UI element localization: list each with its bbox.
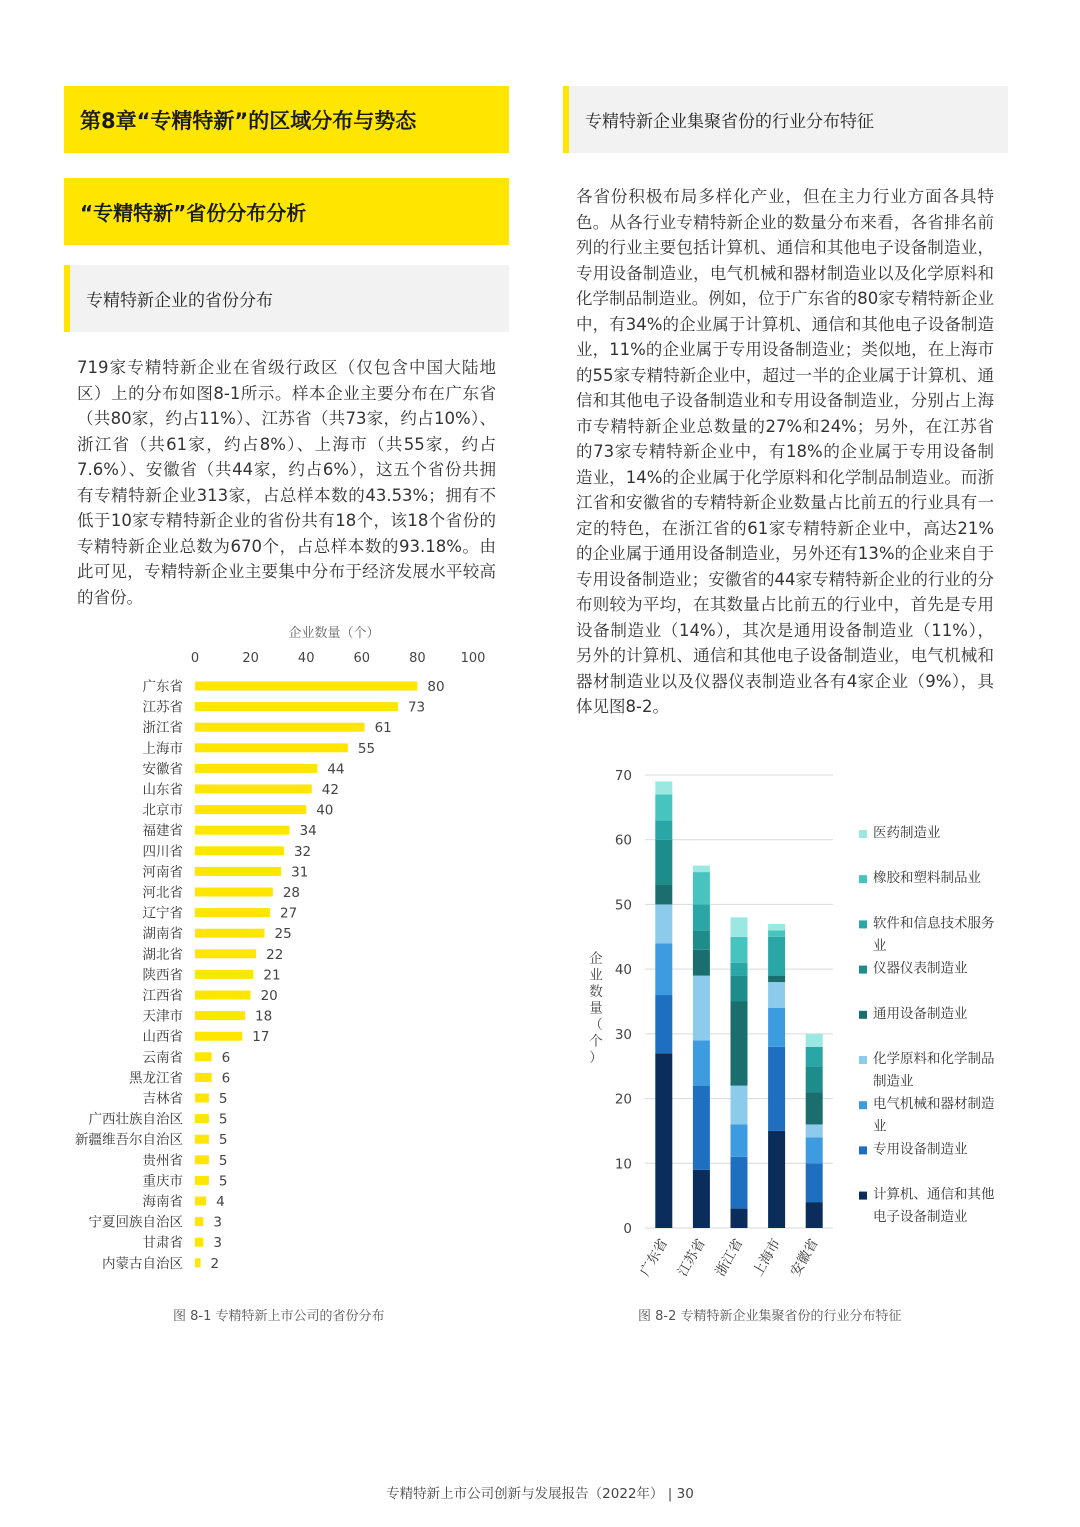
y-axis-title: 企业数量（个）: [589, 951, 603, 1066]
legend-swatch: [859, 1056, 867, 1064]
data-label: 18: [255, 1008, 273, 1025]
bar-北京市: [195, 805, 306, 814]
province-label: 江西省: [142, 988, 183, 1004]
bar-江苏省: [195, 702, 398, 711]
segment-专用设备制造业: [655, 995, 672, 1053]
x-axis-title: 企业数量（个）: [288, 626, 380, 641]
legend-swatch: [859, 830, 867, 838]
province-label: 湖南省: [142, 926, 183, 943]
data-label: 21: [263, 967, 281, 984]
bar-云南省: [195, 1052, 212, 1061]
data-label: 5: [218, 1173, 228, 1190]
data-label: 32: [293, 843, 312, 860]
segment-计算机、通信和其他电子设备制造业: [655, 1053, 672, 1228]
segment-电气机械和器材制造业: [693, 1040, 710, 1085]
legend-label: 软件和信息技术服务业: [873, 915, 995, 954]
bar-湖南省: [195, 929, 265, 938]
y-tick-label: 0: [623, 1221, 632, 1237]
legend-swatch: [859, 1011, 867, 1019]
segment-化学原料和化学制品制造业: [693, 976, 710, 1041]
segment-橡胶和塑料制品业: [768, 930, 785, 936]
segment-通用设备制造业: [655, 885, 672, 904]
data-label: 2: [210, 1255, 220, 1272]
y-tick-label: 60: [614, 832, 632, 849]
province-label: 贵州省: [142, 1152, 183, 1169]
category-label: 江苏省: [674, 1236, 709, 1280]
segment-专用设备制造业: [768, 1047, 785, 1131]
bar-福建省: [195, 826, 290, 835]
province-distribution-chart: [60, 615, 520, 1285]
province-label: 广西壮族自治区: [88, 1111, 183, 1128]
segment-通用设备制造业: [731, 1002, 748, 1086]
data-label: 17: [252, 1029, 270, 1046]
category-label: 广东省: [637, 1236, 672, 1280]
bar-四川省: [195, 846, 284, 855]
segment-仪器仪表制造业: [806, 1066, 823, 1092]
segment-橡胶和塑料制品业: [655, 794, 672, 820]
bar-陕西省: [195, 970, 253, 979]
legend-swatch: [859, 1101, 867, 1109]
province-label: 重庆市: [142, 1173, 183, 1190]
legend-swatch: [859, 1146, 867, 1154]
province-label: 北京市: [142, 802, 183, 819]
segment-化学原料和化学制品制造业: [768, 982, 785, 1008]
y-tick-label: 40: [614, 962, 632, 979]
data-label: 31: [291, 864, 309, 881]
segment-软件和信息技术服务业: [731, 963, 748, 976]
segment-电气机械和器材制造业: [768, 1008, 785, 1047]
legend-swatch: [859, 1192, 867, 1200]
bar-内蒙古自治区: [195, 1258, 201, 1267]
section-title: [64, 178, 509, 245]
bar-辽宁省: [195, 908, 270, 917]
x-tick-label: 20: [242, 651, 259, 666]
segment-仪器仪表制造业: [655, 840, 672, 885]
segment-软件和信息技术服务业: [768, 937, 785, 976]
segment-专用设备制造业: [693, 1086, 710, 1170]
segment-计算机、通信和其他电子设备制造业: [693, 1170, 710, 1228]
legend-swatch: [859, 920, 867, 928]
province-label: 内蒙古自治区: [102, 1255, 183, 1272]
segment-化学原料和化学制品制造业: [655, 904, 672, 943]
bar-广西壮族自治区: [195, 1114, 209, 1123]
province-label: 海南省: [142, 1194, 183, 1210]
subsection-left-text: 专精特新企业的省份分布: [86, 291, 273, 311]
segment-化学原料和化学制品制造业: [806, 1124, 823, 1137]
y-tick-label: 10: [614, 1156, 632, 1173]
chapter-title: [64, 86, 509, 153]
segment-医药制造业: [731, 917, 748, 936]
province-label: 甘肃省: [142, 1235, 183, 1252]
province-label: 福建省: [142, 823, 183, 840]
segment-医药制造业: [693, 866, 710, 872]
province-label: 云南省: [142, 1049, 183, 1066]
data-label: 42: [321, 782, 339, 798]
data-label: 73: [407, 699, 426, 716]
legend-label: 电气机械和器材制造业: [873, 1096, 995, 1135]
y-tick-label: 20: [614, 1091, 632, 1108]
x-tick-label: 80: [409, 651, 426, 666]
province-label: 江苏省: [142, 699, 183, 716]
segment-通用设备制造业: [693, 950, 710, 976]
bar-上海市: [195, 743, 348, 752]
province-label: 陕西省: [142, 967, 183, 984]
province-label: 天津市: [142, 1008, 183, 1025]
legend-label: 通用设备制造业: [873, 1005, 968, 1022]
legend-label: 橡胶和塑料制品业: [873, 870, 981, 887]
bar-河南省: [195, 867, 281, 876]
segment-电气机械和器材制造业: [806, 1137, 823, 1163]
caption-right: 图 8-2 专精特新企业集聚省份的行业分布特征: [638, 1309, 902, 1324]
province-label: 河南省: [142, 864, 183, 881]
legend-label: 计算机、通信和其他电子设备制造业: [873, 1186, 995, 1226]
left-paragraph: 719家专精特新企业在省级行政区（仅包含中国大陆地区）上的分布如图8-1所示。样本企业主要分布在广东省（共80家，约占11%）、江苏省（共73家，约占10%）、浙江省（共61家，约占8%）、上海市（共55家，约占7.6%）、安徽省（共44家，约占6%），这五个省份共拥有专精特新企业313家，占总样本数的43.53%；拥有不低于10家专精特新企业的省份共有18个，该18个省份的专精特新企业总数为670个，占总样本数的93.18%。由此可见，专精特新企业主要集中分布于经济发展水平较高的省份。: [77, 358, 496, 607]
category-label: 浙江省: [712, 1236, 747, 1280]
province-label: 吉林省: [142, 1091, 183, 1107]
data-label: 44: [327, 761, 345, 778]
segment-软件和信息技术服务业: [655, 820, 672, 839]
province-label: 安徽省: [142, 761, 183, 778]
segment-医药制造业: [806, 1034, 823, 1047]
chapter-title-text: 第8章“专精特新”的区域分布与势态: [80, 108, 417, 133]
category-label: 上海市: [749, 1236, 785, 1280]
bar-吉林省: [195, 1094, 209, 1103]
subsection-right: [563, 86, 1008, 153]
bar-山东省: [195, 785, 312, 794]
segment-通用设备制造业: [806, 1092, 823, 1124]
segment-橡胶和塑料制品业: [693, 872, 710, 904]
segment-专用设备制造业: [731, 1157, 748, 1209]
segment-电气机械和器材制造业: [731, 1124, 748, 1156]
province-label: 宁夏回族自治区: [88, 1214, 183, 1231]
province-label: 辽宁省: [142, 905, 183, 922]
subsection-right-text: 专精特新企业集聚省份的行业分布特征: [585, 112, 874, 132]
bar-广东省: [195, 682, 417, 691]
data-label: 40: [316, 802, 334, 819]
province-label: 广东省: [142, 679, 183, 695]
bar-重庆市: [195, 1176, 209, 1185]
province-label: 上海市: [142, 740, 183, 757]
data-label: 61: [374, 720, 392, 737]
province-label: 湖北省: [142, 946, 183, 963]
section-title-text: “专精特新”省份分布分析: [80, 201, 307, 225]
data-label: 55: [357, 740, 376, 757]
data-label: 27: [280, 905, 298, 922]
legend-swatch: [859, 966, 867, 974]
segment-软件和信息技术服务业: [693, 904, 710, 930]
data-label: 5: [218, 1111, 228, 1128]
data-label: 34: [299, 823, 317, 840]
data-label: 6: [221, 1070, 231, 1087]
data-label: 3: [213, 1214, 222, 1231]
bar-湖北省: [195, 949, 256, 958]
x-tick-label: 40: [297, 651, 315, 666]
segment-电气机械和器材制造业: [655, 943, 672, 995]
x-tick-label: 100: [460, 651, 486, 666]
bar-河北省: [195, 888, 273, 897]
bar-天津市: [195, 1011, 245, 1020]
bar-新疆维吾尔自治区: [195, 1135, 209, 1144]
caption-left: 图 8-1 专精特新上市公司的省份分布: [173, 1309, 385, 1324]
province-label: 河北省: [142, 885, 183, 901]
segment-仪器仪表制造业: [693, 930, 710, 949]
bar-海南省: [195, 1197, 206, 1206]
data-label: 4: [216, 1194, 225, 1210]
data-label: 28: [282, 885, 301, 901]
segment-软件和信息技术服务业: [806, 1047, 823, 1066]
bar-宁夏回族自治区: [195, 1217, 203, 1226]
legend-swatch: [859, 875, 867, 883]
data-label: 22: [266, 946, 284, 963]
legend-label: 化学原料和化学制品制造业: [873, 1051, 995, 1090]
legend-label: 仪器仪表制造业: [873, 960, 968, 977]
data-label: 20: [260, 988, 278, 1004]
right-paragraph: 各省份积极布局多样化产业，但在主力行业方面各具特色。从各行业专精特新企业的数量分布来看，各省排名前列的行业主要包括计算机、通信和其他电子设备制造业，专用设备制造业，电气机械和器材制造业以及化学原料和化学制品制造业。例如，位于广东省的80家专精特新企业中，有34%的企业属于计算机、通信和其他电子设备制造业，11%的企业属于专用设备制造业；类似地，在上海市的55家专精特新企业中，超过一半的企业属于计算机、通信和其他电子设备制造业和专用设备制造业，分别占上海市专精特新企业总数量的27%和24%；另外，在江苏省的73家专精特新企业中，有18%的企业属于专用设备制造业，14%的企业属于化学原料和化学制品制造业。而浙江省和安徽省的专精特新企业数量占比前五的行业具有一定的特色，在浙江省的61家专精特新企业中，高达21%的企业属于通用设备制造业，另外还有13%的企业来自于专用设备制造业；安徽省的44家专精特新企业的行业的分布则较为平均，在其数量占比前五的行业中，首先是专用设备制造业（14%），其次是通用设备制造业（11%），另外的计算机、通信和其他电子设备制造业，电气机械和器材制造业以及仪器仪表制造业各有4家企业（9%），具体见图8-2。: [576, 187, 994, 716]
bar-浙江省: [195, 723, 365, 732]
province-label: 山东省: [142, 782, 183, 798]
page-footer: 专精特新上市公司创新与发展报告（2022年） | 30: [386, 1486, 694, 1502]
segment-医药制造业: [768, 924, 785, 930]
province-label: 四川省: [142, 843, 183, 860]
bar-安徽省: [195, 764, 317, 773]
segment-计算机、通信和其他电子设备制造业: [731, 1209, 748, 1228]
segment-化学原料和化学制品制造业: [731, 1086, 748, 1125]
y-tick-label: 70: [614, 768, 632, 784]
bar-黑龙江省: [195, 1073, 212, 1082]
data-label: 5: [218, 1132, 228, 1149]
segment-医药制造业: [655, 781, 672, 794]
segment-仪器仪表制造业: [731, 976, 748, 1002]
bar-甘肃省: [195, 1238, 203, 1247]
industry-distribution-chart: [575, 755, 1015, 1300]
legend-label: 医药制造业: [873, 825, 941, 841]
province-label: 黑龙江省: [129, 1070, 183, 1087]
data-label: 3: [213, 1235, 222, 1252]
subsection-left: [64, 265, 509, 332]
data-label: 80: [427, 679, 445, 695]
bar-山西省: [195, 1032, 242, 1041]
segment-专用设备制造业: [806, 1163, 823, 1202]
province-label: 新疆维吾尔自治区: [75, 1132, 183, 1149]
bar-江西省: [195, 991, 251, 1000]
category-label: 安徽省: [787, 1236, 822, 1280]
y-tick-label: 50: [614, 897, 632, 914]
segment-通用设备制造业: [768, 976, 785, 982]
segment-计算机、通信和其他电子设备制造业: [768, 1131, 785, 1228]
x-tick-label: 0: [190, 651, 200, 666]
bar-贵州省: [195, 1155, 209, 1164]
segment-橡胶和塑料制品业: [731, 937, 748, 963]
x-tick-label: 60: [353, 651, 371, 666]
y-tick-label: 30: [614, 1026, 632, 1043]
province-label: 山西省: [142, 1029, 183, 1046]
segment-计算机、通信和其他电子设备制造业: [806, 1202, 823, 1228]
province-label: 浙江省: [142, 720, 183, 737]
legend-label: 专用设备制造业: [873, 1141, 968, 1158]
data-label: 25: [274, 926, 292, 943]
data-label: 5: [218, 1152, 228, 1169]
data-label: 5: [218, 1091, 228, 1107]
data-label: 6: [221, 1049, 231, 1066]
